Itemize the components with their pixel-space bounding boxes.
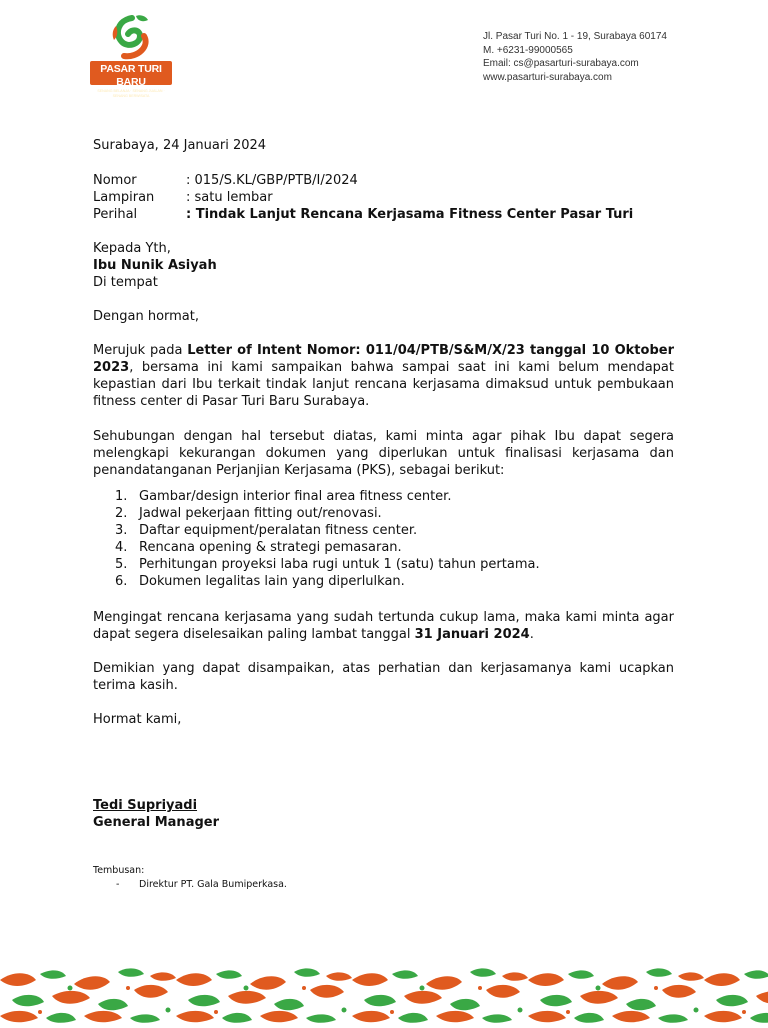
logo-name: PASAR TURI BARU: [100, 63, 162, 88]
email-line: Email: cs@pasarturi-surabaya.com: [483, 58, 639, 69]
recipient-location: Di tempat: [93, 275, 158, 290]
meta-label-perihal: Perihal: [93, 207, 138, 222]
paragraph-reference: [93, 342, 674, 410]
phone-line: M. +6231-99000565: [483, 44, 573, 56]
cc-label: Tembusan:: [93, 865, 145, 876]
list-item: [93, 488, 674, 505]
meta-value-nomor: : 015/S.KL/GBP/PTB/I/2024: [186, 173, 358, 188]
para1-suffix: , bersama ini kami sampaikan bahwa sampai saat ini kami belum mendapat kepastian dari Ibu terkait tindak lanjut rencana kerjasama dimaksud untuk pembukaan fitness center di Pasar Turi Baru Surabaya.: [93, 360, 674, 409]
meta-label-lampiran: Lampiran: [93, 190, 155, 205]
list-item: [93, 522, 674, 539]
website-line: www.pasarturi-surabaya.com: [483, 71, 612, 83]
leaf-pattern-footer: [0, 966, 768, 1024]
company-logo: [90, 14, 174, 98]
loi-reference: Letter of Intent Nomor: 011/04/PTB/S&M/X/23 tanggal 10 Oktober 2023: [93, 343, 674, 375]
recipient-greeting: Kepada Yth,: [93, 241, 171, 256]
meta-value-lampiran: : satu lembar: [186, 190, 273, 205]
list-number: 5.: [115, 557, 128, 572]
list-text: Gambar/design interior final area fitness center.: [139, 489, 452, 504]
list-item: [93, 539, 674, 556]
document-list: [93, 488, 674, 590]
para3-prefix: Mengingat rencana kerjasama yang sudah tertunda cukup lama, maka kami minta agar dapat segera diselesaikan paling lambat tanggal: [93, 610, 674, 642]
logo-badge: [90, 61, 172, 98]
salutation: Dengan hormat,: [93, 309, 200, 324]
signer-title: General Manager: [93, 815, 219, 830]
leaf-swirl-icon: [110, 14, 154, 62]
deadline-date: 31 Januari 2024: [414, 627, 530, 642]
place-date: Surabaya, 24 Januari 2024: [93, 138, 267, 153]
meta-label-nomor: Nomor: [93, 173, 137, 188]
list-item: [93, 573, 674, 590]
list-number: 4.: [115, 540, 128, 555]
list-number: 1.: [115, 489, 128, 504]
list-number: 2.: [115, 506, 128, 521]
list-text: Dokumen legalitas lain yang diperlulkan.: [139, 574, 405, 589]
paragraph-request: Sehubungan dengan hal tersebut diatas, kami minta agar pihak Ibu dapat segera melengkapi kekurangan dokumen yang diperlukan untuk finalisasi kerjasama dan penandatanganan Perjanjian Kerjasama (PKS), sebagai berikut:: [93, 429, 674, 478]
list-item: [93, 556, 674, 573]
para3-suffix: .: [529, 627, 534, 642]
logo-tagline: SENANG BELANJA · SENANG JUALAN · SENANG BERWISATA: [97, 89, 165, 98]
contact-block: [483, 30, 667, 84]
list-number: 6.: [115, 574, 128, 589]
recipient-name: Ibu Nunik Asiyah: [93, 258, 217, 273]
meta-value-perihal: : Tindak Lanjut Rencana Kerjasama Fitness Center Pasar Turi: [186, 207, 634, 222]
list-text: Jadwal pekerjaan fitting out/renovasi.: [139, 506, 382, 521]
list-text: Daftar equipment/peralatan fitness center.: [139, 523, 418, 538]
list-number: 3.: [115, 523, 128, 538]
address-line: Jl. Pasar Turi No. 1 - 19, Surabaya 60174: [483, 31, 667, 42]
list-item: [93, 505, 674, 522]
closing: Hormat kami,: [93, 712, 182, 727]
decorative-footer: [0, 966, 768, 1024]
cc-item: Direktur PT. Gala Bumiperkasa.: [139, 879, 287, 890]
signer-name: Tedi Supriyadi: [93, 798, 198, 813]
paragraph-deadline: [93, 609, 674, 643]
cc-bullet: -: [116, 879, 120, 890]
list-text: Perhitungan proyeksi laba rugi untuk 1 (satu) tahun pertama.: [139, 557, 540, 572]
para1-prefix: Merujuk pada: [93, 343, 188, 358]
list-text: Rencana opening & strategi pemasaran.: [139, 540, 402, 555]
paragraph-closing: Demikian yang dapat disampaikan, atas perhatian dan kerjasamanya kami ucapkan terima kasih.: [93, 661, 674, 693]
